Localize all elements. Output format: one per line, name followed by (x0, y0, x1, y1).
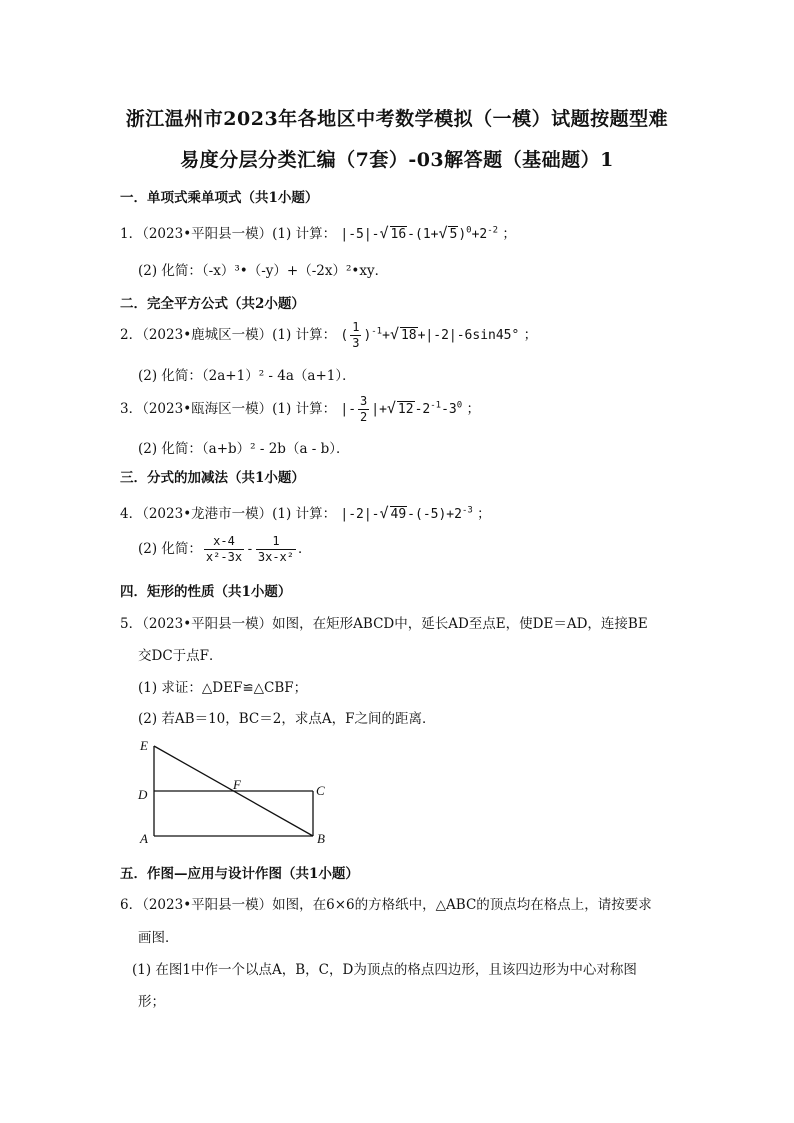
question-3-part-2: (2) 化简：（a+b）² - 2b（a - b）． (138, 441, 350, 457)
title-line-2: 易度分层分类汇编（7套）-03解答题（基础题）1 (180, 149, 614, 171)
question-2-part-2: (2) 化简：（2a+1）² - 4a（a+1）． (138, 368, 356, 384)
question-5-line-4: (2) 若AB＝10，BC＝2，求点A，F之间的距离． (138, 711, 436, 727)
q4-end: ； (477, 506, 491, 522)
section-heading-1: 一．单项式乘单项式（共1小题） (120, 190, 319, 206)
label-b: B (317, 831, 325, 846)
q3-term-3: -3 (441, 402, 457, 417)
q1-term-1: |-5|- (340, 227, 380, 242)
q2-expr: ( $\frac{1}{3}$ )$^{-1}$+√ 18+|-2|-6sin45° (340, 328, 519, 343)
label-e: E (140, 738, 148, 753)
q2-frac-num: 1 (352, 320, 360, 334)
q4-term-1: |-2|- (340, 507, 380, 522)
question-6-line-1: 6．（2023•平阳县一模）如图，在6×6的方格纸中，△ABC的顶点均在格点上，请按要求 (120, 897, 652, 913)
q4-radicand: 49 (390, 507, 407, 522)
q2-prefix: 2．（2023•鹿城区一模）(1) 计算： (120, 327, 337, 343)
q4-sqrt (381, 507, 408, 522)
q3-fraction (358, 394, 369, 425)
q2-fraction (350, 320, 361, 351)
question-5-line-1: 5．（2023•平阳县一模）如图，在矩形ABCD中，延长AD至点E，使DE＝AD，连接BE (120, 616, 648, 632)
question-6-line-2: 画图． (138, 930, 179, 946)
title-line-1: 浙江温州市2023年各地区中考数学模拟（一模）试题按题型难 (125, 108, 669, 130)
q1-term-4: +2 (471, 227, 488, 242)
section-heading-4: 四．矩形的性质（共1小题） (120, 584, 292, 600)
q3-sqrt (388, 402, 415, 417)
q3-term-2: -2 (414, 402, 431, 417)
q1-term-2: -(1+ (407, 227, 439, 242)
q1-exp-2: -2 (487, 225, 499, 236)
q3-frac-num: 3 (360, 394, 368, 408)
q4-fraction-1 (204, 534, 244, 565)
q1-sqrt-2 (439, 227, 458, 242)
label-c: C (316, 783, 325, 798)
q2-sqrt (391, 328, 418, 343)
q3-end: ； (466, 401, 480, 417)
q2-frac-den: 3 (352, 336, 360, 350)
q3-term-1: |+ (371, 402, 387, 417)
question-1-part-2: (2) 化简：（-x）³•（-y）+（-2x）²•xy． (138, 263, 389, 279)
q3-expr: |- $\frac{3}{2}$ |+√ $12-2^{-1}-3^0$ (340, 402, 462, 417)
question-6-line-4: 形； (138, 994, 165, 1010)
label-a: A (140, 831, 148, 846)
section-heading-2: 二．完全平方公式（共2小题） (120, 296, 305, 312)
q2-term-2: +|-2|-6sin45° (417, 328, 520, 343)
q4-exp-1: -3 (461, 505, 473, 516)
question-1-part-1 (120, 222, 516, 242)
section-heading-3: 三．分式的加减法（共1小题） (120, 470, 305, 486)
q4-frac1-num: x-4 (204, 534, 244, 550)
q1-radicand-1: 16 (390, 227, 407, 242)
question-4-part-1 (120, 502, 491, 522)
q4-prefix: 4．（2023•龙港市一模）(1) 计算： (120, 506, 337, 522)
q2-end: ； (523, 327, 538, 343)
q1-prefix: 1．（2023•平阳县一模）(1) 计算： (120, 226, 337, 242)
q1-end: ； (502, 226, 516, 242)
question-5-line-2: 交DC于点F． (138, 648, 223, 664)
question-2-part-1 (120, 320, 537, 351)
q4-term-2: -(-5)+2 (407, 507, 462, 522)
q4-frac1-den: x²-3x (205, 550, 243, 564)
label-d: D (138, 787, 148, 802)
q3-prefix: 3．（2023•瓯海区一模）(1) 计算： (120, 401, 337, 417)
q4-frac2-num: 1 (256, 534, 296, 550)
q2-exp-1: -1 (371, 326, 383, 337)
q3-frac-den: 2 (360, 410, 368, 424)
section-heading-5: 五．作图—应用与设计作图（共1小题） (120, 866, 359, 882)
q4-minus: - (246, 542, 254, 557)
question-3-part-1 (120, 394, 480, 425)
q3-radicand: 12 (397, 402, 414, 417)
q4-expr (340, 507, 472, 522)
q3-exp-2: 0 (456, 400, 463, 411)
question-4-part-2 (138, 534, 312, 565)
q4-part2-prefix: (2) 化简： (138, 541, 202, 557)
q1-radicand-2: 5 (449, 227, 458, 242)
label-f: F (233, 777, 241, 792)
question-6-line-3: (1) 在图1中作一个以点A，B，C，D为顶点的格点四边形，且该四边形为中心对称图 (132, 962, 637, 978)
q2-radicand: 18 (400, 328, 417, 343)
q4-fraction-2 (256, 534, 296, 565)
q1-exp-1: 0 (466, 225, 472, 236)
rectangle-figure (130, 732, 340, 850)
q1-sqrt-1 (381, 227, 408, 242)
question-5-line-3: (1) 求证：△DEF≌△CBF； (138, 680, 308, 696)
q1-expr (340, 227, 498, 242)
q2-term-1: + (382, 328, 390, 343)
q3-exp-1: -1 (430, 400, 442, 411)
q4-frac2-den: 3x-x² (257, 550, 294, 564)
q4-part2-end: ． (298, 541, 312, 557)
q1-term-3: ) (458, 227, 467, 242)
